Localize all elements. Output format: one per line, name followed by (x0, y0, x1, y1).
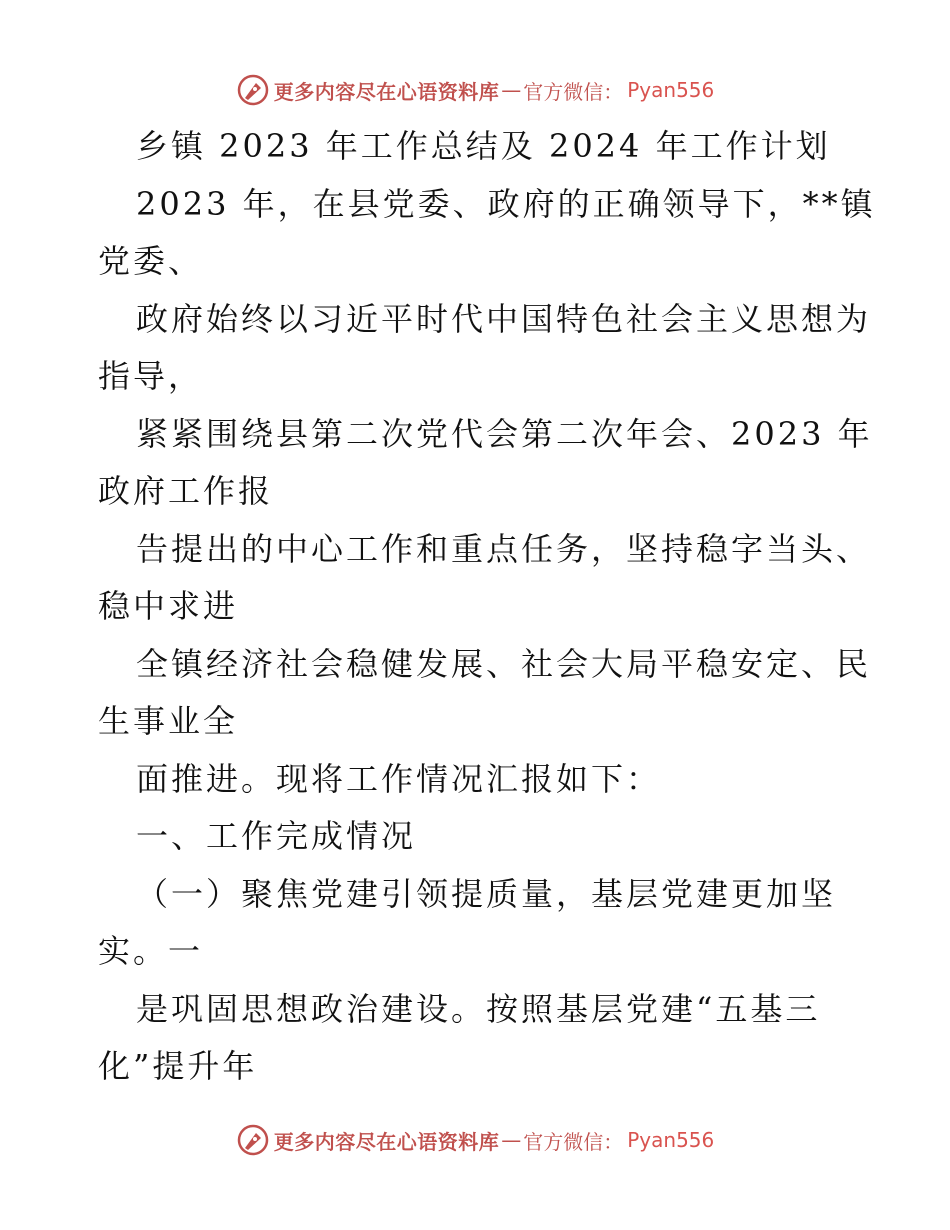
doc-line: 是巩固思想政治建设。按照基层党建“五基三 (136, 989, 821, 1028)
doc-line: 紧紧围绕县第二次党代会第二次年会、2023 年 (136, 414, 873, 453)
pen-nib-logo-icon (236, 73, 270, 107)
doc-line: 告提出的中心工作和重点任务，坚持稳字当头、 (136, 529, 872, 568)
watermark-id: Pyan556 (627, 1128, 715, 1152)
doc-line: 生事业全 (98, 702, 239, 740)
watermark-official: 官方微信： (523, 1129, 624, 1154)
doc-line: 政府始终以习近平时代中国特色社会主义思想为 (136, 299, 872, 338)
doc-line: 党委、 (98, 242, 204, 280)
pen-nib-logo-icon (236, 1123, 270, 1157)
watermark-text: 更多内容尽在心语资料库 (273, 1129, 500, 1154)
doc-line: 2023 年，在县党委、政府的正确领导下，**镇 (136, 184, 876, 223)
doc-line: 稳中求进 (98, 587, 239, 625)
watermark-id: Pyan556 (627, 78, 715, 102)
document-body (98, 118, 876, 1096)
doc-line: 全镇经济社会稳健发展、社会大局平稳安定、民 (136, 644, 872, 683)
watermark-header (0, 70, 950, 110)
watermark-official: 官方微信： (523, 79, 624, 104)
watermark-separator: — (501, 78, 522, 102)
subsection-heading: （一）聚焦党建引领提质量，基层党建更加坚 (136, 874, 837, 913)
watermark-separator: — (501, 1128, 522, 1152)
doc-line: 化”提升年 (98, 1047, 258, 1085)
doc-line: 指导， (98, 357, 204, 395)
watermark-footer (0, 1120, 950, 1160)
doc-line: 实。一 (98, 932, 204, 970)
watermark-text: 更多内容尽在心语资料库 (273, 79, 500, 104)
doc-line: 面推进。现将工作情况汇报如下： (136, 759, 662, 798)
doc-line: 政府工作报 (98, 472, 274, 510)
doc-title: 乡镇 2023 年工作总结及 2024 年工作计划 (136, 127, 831, 165)
section-heading: 一、工作完成情况 (136, 817, 417, 855)
